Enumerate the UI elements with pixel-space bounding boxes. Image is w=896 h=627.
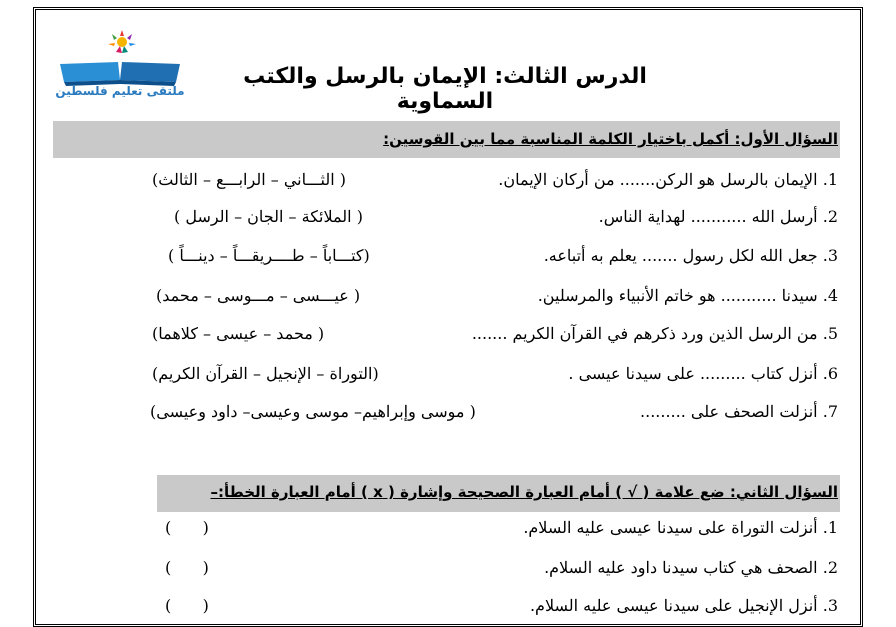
q1-item-text: أنزل كتاب ......... على سيدنا عيسى . — [568, 364, 818, 383]
q1-item-options: ( موسى وإبراهيم– موسى وعيسى– داود وعيسى) — [150, 402, 476, 421]
q1-item-number: 2. — [822, 207, 838, 226]
q1-item-text: أنزلت الصحف على ......... — [640, 402, 818, 421]
q2-item-text: الصحف هي كتاب سيدنا داود عليه السلام. — [544, 558, 818, 577]
q2-item-number: 2. — [822, 558, 838, 577]
book-icon — [60, 62, 180, 86]
q1-item-options: ( محمد – عيسى – كلاهما) — [152, 324, 325, 343]
question2-title: السؤال الثاني: ضع علامة ( √ ) أمام العبارة الصحيحة وإشارة ( x ) أمام العبارة الخطأ:– — [210, 483, 838, 501]
q1-item — [544, 246, 838, 274]
q1-item — [640, 402, 838, 430]
q2-item-number: 3. — [822, 596, 838, 615]
q1-item-options: (التوراة – الإنجيل – القرآن الكريم) — [152, 364, 379, 383]
q1-item-options: (كتـــاباً – طــــريقـــاً – دينـــاً ) — [168, 246, 370, 265]
q1-item — [498, 170, 838, 198]
q1-item-number: 7. — [822, 402, 838, 421]
q1-item-text: سيدنا ........... هو خاتم الأنبياء والمرسلين. — [537, 286, 818, 305]
q1-item-number: 6. — [822, 364, 838, 383]
q1-item-options: ( عيـــسى – مـــوسى – محمد) — [156, 286, 361, 305]
q1-item-number: 1. — [822, 170, 838, 189]
q1-item-number: 3. — [822, 246, 838, 265]
q2-answer-box[interactable]: ( ) — [165, 596, 210, 615]
q1-item — [472, 324, 838, 352]
q1-item-text: من الرسل الذين ورد ذكرهم في القرآن الكريم ....... — [471, 324, 818, 343]
q2-answer-box[interactable]: ( ) — [165, 518, 210, 537]
q2-item-number: 1. — [822, 518, 838, 537]
q1-item-options: ( الثـــاني – الرابـــع – الثالث) — [152, 170, 347, 189]
q1-item-text: الإيمان بالرسل هو الركن....... من أركان الإيمان. — [498, 170, 818, 189]
q1-item-number: 4. — [822, 286, 838, 305]
q1-item — [538, 286, 838, 314]
q2-item — [530, 596, 838, 624]
q2-item — [544, 558, 838, 586]
q2-item-text: أنزلت التوراة على سيدنا عيسى عليه السلام. — [523, 518, 818, 537]
q2-item-text: أنزل الإنجيل على سيدنا عيسى عليه السلام. — [529, 596, 818, 615]
q2-answer-box[interactable]: ( ) — [165, 558, 210, 577]
sun-icon — [108, 30, 136, 53]
q1-item-text: أرسل الله ........... لهداية الناس. — [598, 207, 818, 226]
logo-text: ملتقى تعليم فلسطين — [55, 84, 185, 98]
q1-item-options: ( الملائكة – الجان – الرسل ) — [174, 207, 363, 226]
q1-item — [599, 207, 838, 235]
page-title: الدرس الثالث: الإيمان بالرسل والكتب السماوية — [243, 64, 647, 114]
q1-item — [568, 364, 838, 392]
q2-item — [523, 518, 838, 546]
q1-item-text: جعل الله لكل رسول ....... يعلم به أتباعه. — [543, 246, 818, 265]
q1-item-number: 5. — [822, 324, 838, 343]
question1-title: السؤال الأول: أكمل باختيار الكلمة المناسبة مما بين القوسين: — [383, 130, 838, 148]
